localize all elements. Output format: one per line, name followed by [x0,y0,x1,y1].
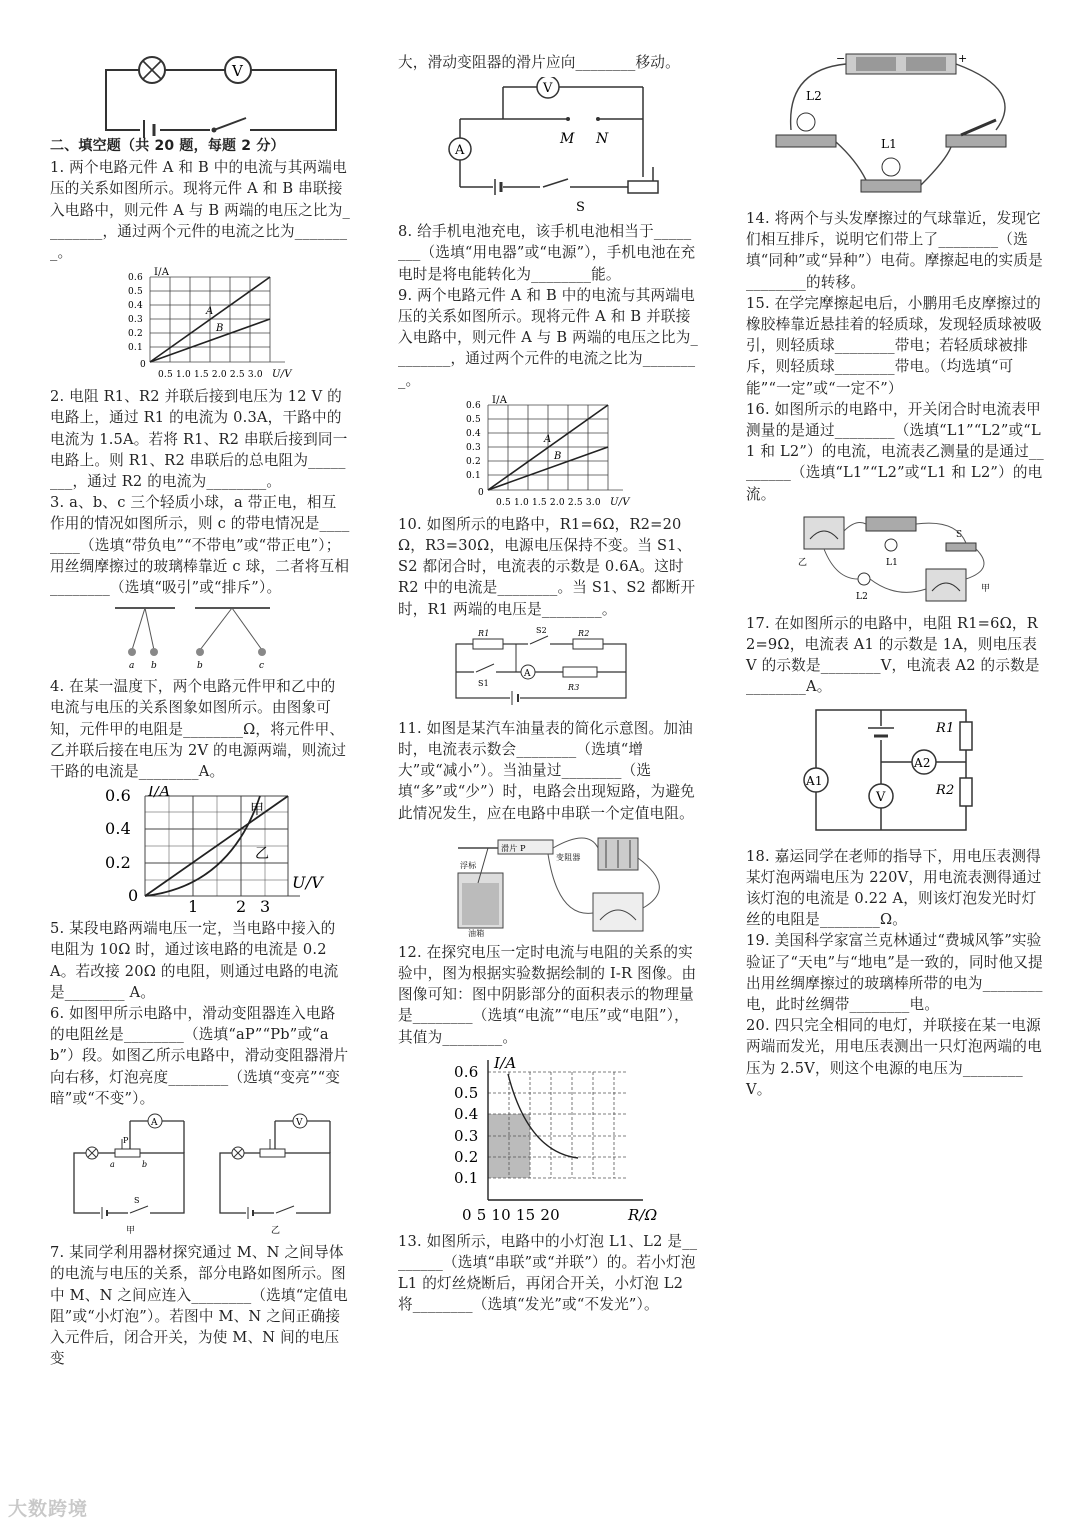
question-5: 5. 某段电路两端电压一定，当电路中接入的电阻为 10Ω 时，通过该电路的电流是 0.2A。若改接 20Ω 的电阻，则通过电路的电流是________ A。 [50,920,339,1001]
question-7: 7. 某同学利用器材探究通过 M、N 之间导体的电流与电压的关系，部分电路如图所示。图中 M、N 之间应连入________（选填“定值电阻”或“小灯泡”）。若图中 M、N 之间正确接入元件后，闭合开关，为使 M、N 间的电压变 [50,1244,348,1368]
ytick: 0 [128,886,139,906]
y-axis-label: I/A [154,267,170,279]
ab-iu-graph [110,267,310,382]
r3-label: R3 [568,682,580,692]
question-16: 16. 如图所示的电路中，开关闭合时电流表甲测量的是通过________（选填“L1”“L2”或“L1 和 L2”）的电流，电流表乙测量的是通过________（选填“L1”“L2”或“L1 和 L2”）的电流。 [746,400,1044,503]
question-10: 10. 如图所示的电路中，R1=6Ω，R2=20Ω，R3=30Ω，电源电压保持不变。当 S1、S2 都闭合时，电流表的示数是 0.6A。这时 R2 中的电流是________。当 S1、S2 都断开时，R1 两端的电压是________。 [398,515,696,618]
top-circuit-figure [100,48,340,138]
s1-label: S1 [478,678,489,688]
xtick: 3 [260,897,271,915]
ytick: 0.4 [466,428,481,439]
ytick: 0 [140,360,146,371]
ytick: 0.5 [128,287,143,298]
question-13: 13. 如图所示，电路中的小灯泡 L1、L2 是________（选填“串联”或“并联”）的。若小灯泡 L1 的灯丝烧断后，再闭合开关，小灯泡 L2 将________（选填“发光”或“不发光”）。 [398,1232,698,1314]
voltmeter-label: V [296,1118,303,1129]
ball-b-label: b [151,661,157,672]
ytick: 0.6 [128,273,143,284]
ytick: 0.6 [466,400,481,411]
point-m-label: M [560,131,575,148]
xtick: 1 [188,897,199,915]
ball-a-label: a [129,661,135,672]
circuit-yi-label: 乙 [271,1226,281,1237]
xtick: 2 [236,897,247,915]
l2-label: L2 [856,591,869,602]
question-11: 11. 如图是某汽车油量表的简化示意图。加油时，电流表示数会________（选填“增大”或“减小”）。当油量过________（选填“多”或“少”）时，电路会出现短路，为避免此情况发生，应在电路中串联一个定值电阻。 [398,719,695,822]
question-3: 3. a、b、c 三个轻质小球，a 带正电，相互作用的情况如图所示，则 c 的带电情况是________（选填“带负电”“不带电”或“带正电”）；用丝绸摩擦过的玻璃棒靠近 c 球，二者将互相________（选填“吸引”或“排斥”）。 [50,494,350,597]
column-2 [398,52,698,1316]
ytick: 0.6 [105,786,132,806]
rheostat-label: 变阻器 [556,852,581,862]
jia-curve-label: 甲 [250,802,265,819]
r2-label: R2 [936,782,955,798]
l1-label: L1 [886,557,899,568]
ytick: 0.3 [466,442,481,453]
tank-label: 油箱 [468,928,485,938]
section-title: 二、填空题（共 20 题，每题 2 分） [50,138,285,154]
switch-label: S [576,200,586,216]
slider-label: 滑片 P [501,843,526,853]
ammeter-label: A [524,668,531,679]
ball-b2-label: b [197,661,203,672]
ball-c-label: c [259,661,265,672]
ytick: 0.6 [454,1062,479,1081]
x-axis-label: U/V [610,496,630,508]
ytick: 0.2 [128,329,143,340]
question-7-continued: 大，滑动变阻器的滑片应向________移动。 [398,54,680,71]
column-1 [50,0,350,1369]
ammeter-label: A [151,1118,158,1129]
x-ticks: 0.5 1.0 1.5 2.0 2.5 3.0 [496,497,601,508]
r1-label: R1 [478,628,490,638]
ytick: 0.4 [454,1104,479,1123]
l1-label: L1 [881,137,898,151]
mn-circuit-figure [448,77,678,217]
ytick: 0.4 [128,301,143,312]
rheostat-circuits-figure [60,1113,350,1238]
fuel-gauge-figure [448,828,688,938]
ytick: 0.5 [454,1083,479,1102]
voltmeter-label: V [543,81,553,97]
question-6: 6. 如图甲所示电路中，滑动变阻器连入电路的电阻丝是________（选填“aP”“Pb”或“ab”）段。如图乙所示电路中，滑动变阻器滑片向右移，灯泡亮度________（选填“变亮”“变暗”或“不变”）。 [50,1005,349,1107]
minus-label: − [836,52,846,65]
x-ticks: 0.5 1.0 1.5 2.0 2.5 3.0 [158,370,263,381]
r1-label: R1 [936,720,955,736]
q16-ammeters-figure [796,509,1036,609]
x-axis-label: R/Ω [628,1205,658,1224]
float-label: 浮标 [460,860,477,870]
column-3 [746,0,1046,1100]
circuit-jia-label: 甲 [126,1226,136,1237]
question-17: 17. 在如图所示的电路中，电阻 R1=6Ω，R2=9Ω，电流表 A1 的示数是 1A，则电压表 V 的示数是________V，电流表 A2 的示数是________A。 [746,614,1040,696]
slider-p-label: P [123,1136,129,1146]
question-15: 15. 在学完摩擦起电后，小鹏用毛皮摩擦过的橡胶棒靠近悬挂着的轻质球，发现轻质球被吸引，则轻质球________带电；若轻质球被排斥，则轻质球________带电。（均选填“可能”“一定”或“一定不”） [746,294,1042,397]
plus-label: + [958,52,968,65]
question-4: 4. 在某一温度下，两个电路元件甲和乙中的电流与电压的关系图象如图所示。由图象可知，元件甲的电阻是________Ω，将元件甲、乙并联后接在电压为 2V 的电源两端，则流过干路的电流是________A。 [50,678,347,781]
charged-balls-figure [110,602,310,672]
question-18: 18. 嘉运同学在老师的指导下，用电压表测得某灯泡两端电压为 220V，用电流表测得通过该灯泡的电流是 0.22 A，则该灯泡发光时灯丝的电阻是________Ω。 [746,847,1042,929]
line-b-label: B [554,450,562,462]
question-9: 9. 两个电路元件 A 和 B 中的电流与其两端电压的关系如图所示。现将元件 A 和 B 并联接入电路中，则元件 A 与 B 两端的电压之比为________，通过两个元件的电流之比为________。 [398,286,699,389]
ytick: 0.2 [466,456,481,467]
a2-label: A2 [914,755,931,770]
ytick: 0.2 [105,853,132,873]
question-14: 14. 将两个与头发摩擦过的气球靠近，发现它们相互排斥，说明它们带上了________（选填“同种”或“异种”）电荷。摩擦起电的实质是________的转移。 [746,210,1043,291]
a1-label: A1 [806,773,823,788]
point-n-label: N [596,131,609,148]
question-2: 2. 电阻 R1、R2 并联后接到电压为 12 V 的电路上，通过 R1 的电流为 0.3A，干路中的电流为 1.5A。若将 R1、R2 串联后接到同一电路上。则 R1、R2 串联后的总电阻为________，通过 R2 的电流为________。 [50,388,348,491]
line-a-label: A [544,433,552,445]
ytick: 0.1 [454,1168,479,1187]
yi-curve-label: 乙 [255,846,270,863]
watermark: 大数跨境 [8,1498,89,1520]
ab-iu-graph-2 [448,395,648,510]
s2-label: S2 [536,625,547,635]
r2-label: R2 [578,628,590,638]
switch-label: S [134,1196,140,1206]
ammeter-label: A [455,143,465,159]
ammeter-yi-label: 乙 [798,557,808,568]
ir-graph [448,1052,668,1227]
ytick: 0.4 [105,819,132,839]
y-axis-label: I/A [492,394,508,406]
line-a-label: A [206,306,214,318]
q13-bulbs-figure [766,50,1046,200]
q17-circuit-figure [796,702,996,842]
ammeter-jia-label: 甲 [981,583,991,594]
question-12: 12. 在探究电压一定时电流与电阻的关系的实验中，图为根据实验数据绘制的 I-R 图像。由图像可知：图中阴影部分的面积表示的物理量是________（选填“电流”“电压”或“电阻”），其值为________。 [398,943,697,1046]
x-axis-label: U/V [272,369,292,381]
l2-label: L2 [806,89,823,103]
x-ticks: 0 5 10 15 20 [462,1205,560,1224]
ytick: 0.3 [454,1126,479,1145]
voltmeter-label: V [876,789,886,805]
q10-circuit-figure [448,624,688,714]
jiayi-iu-graph [100,786,340,914]
line-b-label: B [216,323,224,335]
ytick: 0 [478,487,484,498]
end-b-label: b [142,1160,148,1170]
end-a-label: a [110,1160,115,1170]
y-axis-label: I/A [494,1053,517,1072]
question-1: 1. 两个电路元件 A 和 B 中的电流与其两端电压的关系如图所示。现将元件 A 和 B 串联接入电路中，则元件 A 与 B 两端的电压之比为________，通过两个元件的电流之比为________。 [50,159,351,262]
ytick: 0.2 [454,1147,479,1166]
question-19: 19. 美国科学家富兰克林通过“费城风筝”实验验证了“天电”与“地电”是一致的，同时他又提出用丝绸摩擦过的玻璃棒所带的电为________电，此时丝绸带________电。 [746,932,1043,1014]
svg-text:V: V [232,62,244,80]
question-8: 8. 给手机电池充电，该手机电池相当于________（选填“用电器”或“电源”），手机电池在充电时是将电能转化为________能。 [398,223,696,283]
ytick: 0.5 [466,414,481,425]
ytick: 0.1 [466,470,481,481]
ytick: 0.1 [128,343,143,354]
switch-label: S [956,529,963,540]
y-axis-label: I/A [148,786,171,801]
ytick: 0.3 [128,315,143,326]
question-20: 20. 四只完全相同的电灯，并联接在某一电源两端而发光，用电压表测出一只灯泡两端的电压为 2.5V，则这个电源的电压为________V。 [746,1017,1042,1098]
x-axis-label: U/V [292,873,324,893]
